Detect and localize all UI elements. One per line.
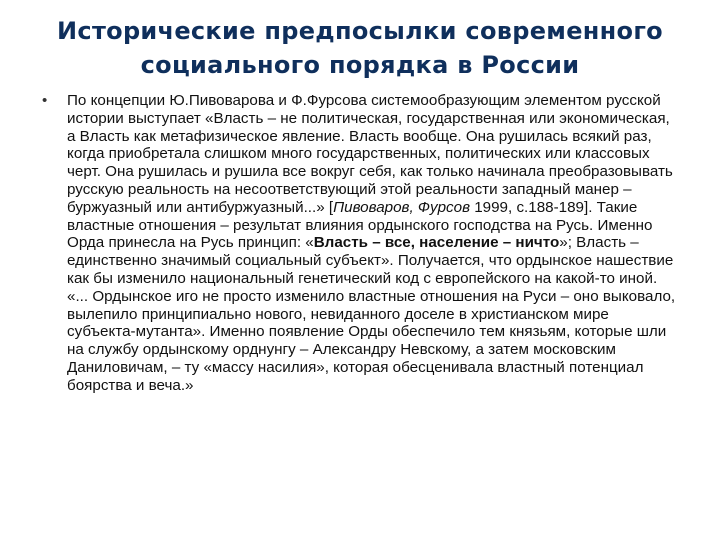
body-paragraph: [67, 92, 679, 395]
slide-title: Исторические предпосылки современного социального порядка в России: [57, 17, 663, 79]
paragraph-text-part3: »; Власть – единственно значимый социальный субъект». Получается, что ордынское нашествие как бы изменило национальный генетический код с европейского на какой-то иной. «... Ордынское иго не просто изменило властные отношения на Руси – оно выковало, вылепило принципиально нового, невиданного доселе в христианском мире субъекта-мутанта». Именно появление Орды обеспечило тем князьям, которые шли на службу ордынскому орднунгу – Александру Невскому, а затем московским Даниловичам, – ту «массу насилия», которая обесценивала властный потенциал боярства и веча.»: [67, 234, 676, 394]
paragraph-text-part2: 1999, с.188-189]. Такие властные отношения – результат влияния ордынского господства на Русь. Именно Орда принесла на Русь принцип: «: [67, 198, 653, 252]
principle-quote: Власть – все, население – ничто: [313, 234, 560, 252]
citation-authors: Пивоваров, Фурсов: [333, 198, 470, 216]
paragraph-text-part1: По концепции Ю.Пивоварова и Ф.Фурсова системообразующим элементом русской истории выступает «Власть – не политическая, государственная или экономическая, а Власть как метафизическое явление. Власть вообще. Она рушилась всякий раз, когда приобретала слишком много государственных, политических или классовых черт. Она рушилась и рушила все вокруг себя, как только начинала преобразовывать русскую реальность на несоответствующий этой реальности западный манер – буржуазный или антибуржуазный...» [: [67, 92, 673, 216]
bullet-marker: •: [42, 92, 48, 109]
